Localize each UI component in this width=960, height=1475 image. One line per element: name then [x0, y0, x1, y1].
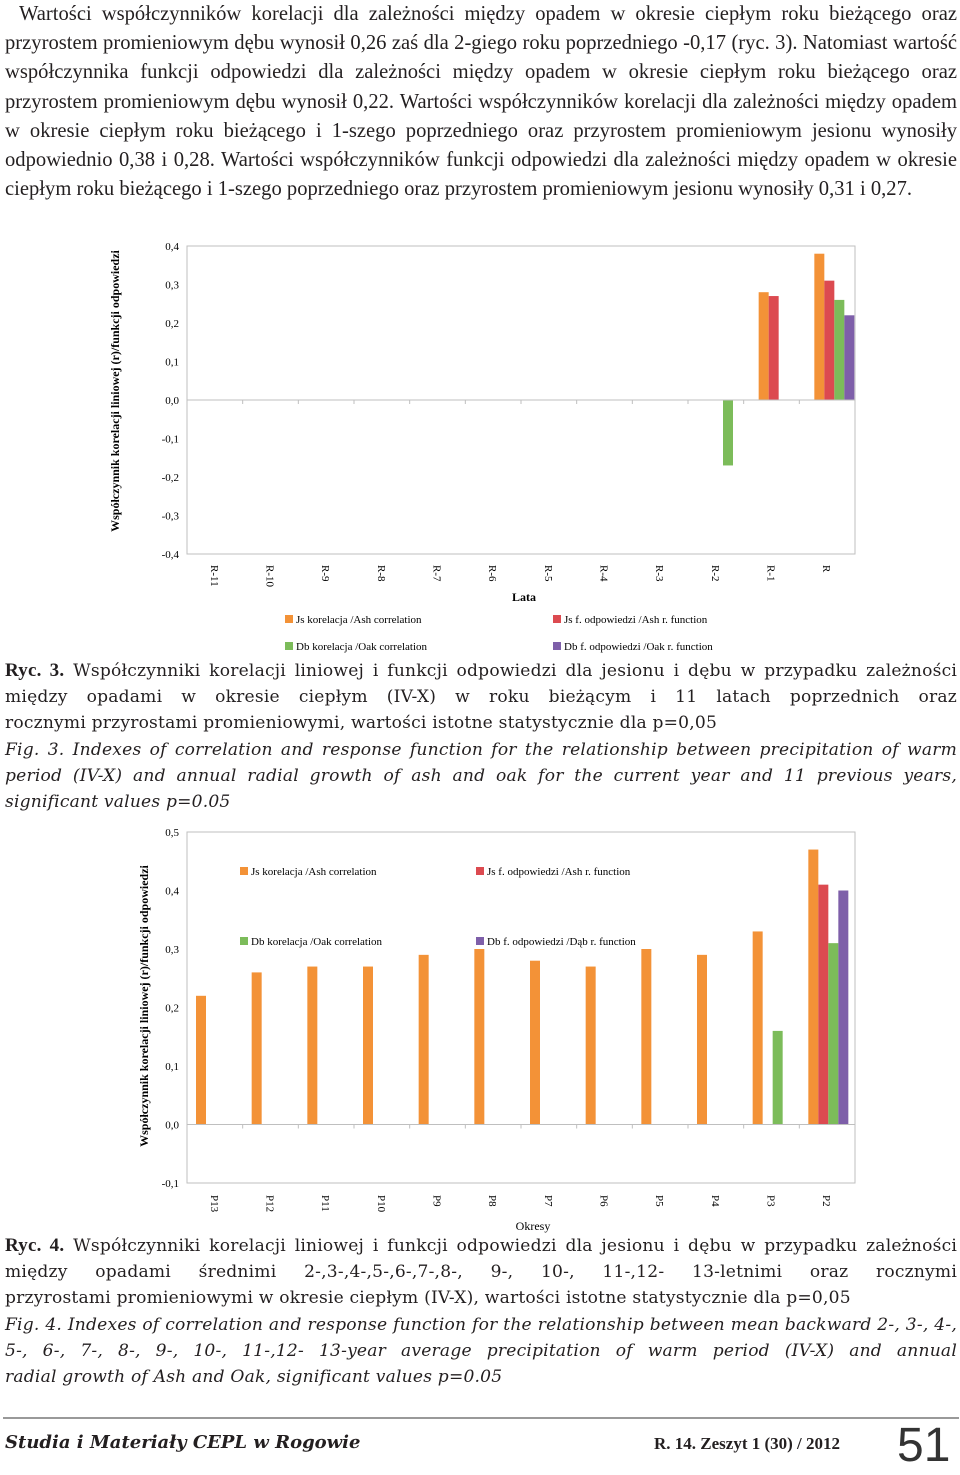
- y-tick-label: 0,2: [165, 1002, 179, 1015]
- bar: [844, 315, 854, 400]
- legend-swatch: [476, 867, 484, 875]
- figure-3-caption-en: [5, 737, 957, 815]
- bar: [697, 955, 707, 1125]
- y-tick-label: -0,4: [161, 549, 179, 561]
- x-tick-label: R-10: [263, 565, 276, 587]
- figure-4-caption-en: [5, 1312, 957, 1390]
- bar: [419, 955, 429, 1125]
- bar: [773, 1031, 783, 1125]
- figure-4-text-pl-last: przyrostami promieniowymi w okresie ciepłym (IV-X), wartości istotne statystycznie dla p=0,05: [5, 1288, 851, 1308]
- legend-swatch: [285, 615, 293, 623]
- legend-label: Db korelacja /Oak correlation: [296, 641, 428, 653]
- bar: [723, 400, 733, 465]
- x-tick-label: P11: [319, 1195, 332, 1212]
- x-tick-label: P6: [597, 1195, 610, 1207]
- figure-3-caption-pl: [5, 658, 957, 736]
- bar: [586, 967, 596, 1125]
- x-axis-label: Okresy: [515, 1219, 551, 1233]
- figure-3-text-en: Fig. 3. Indexes of correlation and response function for the relationship between precipitation of warm period (IV-X) and annual radial growth of ash and oak for the current year and 11 previous years,: [5, 740, 957, 786]
- y-tick-label: -0,2: [161, 472, 179, 484]
- figure-3-text-pl: Współczynniki korelacji liniowej i funkcji odpowiedzi dla jesionu i dębu w przypadku zależności między opadami w okresie ciepłym (IV-X) w roku bieżącym i 11 latach poprzednich oraz: [5, 661, 958, 707]
- figure-3-text-en-last: significant values p=0.05: [5, 792, 231, 812]
- x-tick-label: P4: [708, 1195, 721, 1207]
- legend-label: Js f. odpowiedzi /Ash r. function: [487, 866, 631, 878]
- legend-label: Js f. odpowiedzi /Ash r. function: [564, 614, 708, 626]
- legend-label: Js korelacja /Ash correlation: [251, 866, 377, 878]
- bar: [808, 850, 818, 1125]
- bar: [818, 885, 828, 1125]
- issue-info: R. 14. Zeszyt 1 (30) / 2012: [654, 1434, 841, 1453]
- figure-4-chart: [0, 820, 960, 1240]
- figure-4-text-en-last: radial growth of Ash and Oak, significant values p=0.05: [5, 1367, 503, 1387]
- x-tick-label: R-4: [597, 565, 610, 582]
- legend-swatch: [476, 937, 484, 945]
- x-tick-label: R-9: [319, 565, 332, 582]
- page-number: 51: [897, 1419, 951, 1472]
- y-tick-label: 0,0: [165, 395, 179, 407]
- bar: [641, 949, 651, 1125]
- legend-swatch: [285, 642, 293, 650]
- bar: [363, 967, 373, 1125]
- x-tick-label: P8: [486, 1195, 499, 1207]
- figure-4-caption-pl: [5, 1233, 957, 1311]
- y-tick-label: 0,4: [165, 241, 179, 253]
- legend-swatch: [553, 615, 561, 623]
- legend-label: Js korelacja /Ash correlation: [296, 614, 422, 626]
- figure-4-label: Ryc. 4.: [5, 1235, 65, 1256]
- y-tick-label: 0,3: [165, 279, 179, 292]
- y-tick-label: -0,3: [161, 510, 179, 523]
- x-tick-label: R-3: [653, 565, 666, 582]
- x-tick-label: P9: [430, 1195, 443, 1207]
- x-tick-label: R-2: [708, 565, 721, 582]
- bar: [824, 281, 834, 400]
- bar: [838, 891, 848, 1125]
- legend-swatch: [240, 867, 248, 875]
- legend-label: Db korelacja /Oak correlation: [251, 936, 383, 948]
- legend-swatch: [240, 937, 248, 945]
- legend-label: Db f. odpowiedzi /Oak r. function: [564, 641, 713, 653]
- y-axis-label: Współczynnik korelacji liniowej (r)/funkcji odpowiedzi: [108, 250, 122, 532]
- x-tick-label: R-6: [486, 565, 499, 582]
- legend-label: Db f. odpowiedzi /Dąb r. function: [487, 936, 636, 948]
- x-tick-label: R-1: [764, 565, 777, 582]
- body-paragraph: Wartości współczynników korelacji dla zależności między opadem w okresie ciepłym roku bieżącego oraz przyrostem promieniowym dębu wynosił 0,26 zaś dla 2-giego roku poprzedniego -0,17 (ryc. 3). Natomiast wartość współczynnika funkcji odpowiedzi dla zależności między opadem w okresie ciepłym roku bieżącego oraz przyrostem promieniowym dębu wynosił 0,22. Wartości współczynników korelacji dla zależności między opadem w okresie ciepłym roku bieżącego i 1-szego poprzedniego oraz przyrostem promieniowym jesionu wynosiły odpowiednio 0,38 i 0,28. Wartości współczynników funkcji odpowiedzi dla zależności między opadem w okresie ciepłym roku bieżącego i 1-szego poprzedniego oraz przyrostem promieniowym jesionu wynosiły 0,31 i 0,27.: [5, 3, 957, 201]
- x-tick-label: R-8: [374, 565, 387, 582]
- bar: [759, 292, 769, 400]
- y-tick-label: 0,4: [165, 885, 179, 898]
- y-tick-label: 0,0: [165, 1119, 179, 1132]
- bar: [252, 972, 262, 1124]
- x-tick-label: P13: [207, 1195, 220, 1213]
- y-axis-label: Współczynnik korelacji liniowej (r)/funkcji odpowiedzi: [137, 865, 151, 1147]
- y-tick-label: 0,2: [165, 318, 179, 330]
- figure-3-label: Ryc. 3.: [5, 660, 65, 681]
- x-tick-label: P5: [653, 1195, 666, 1207]
- x-tick-label: P12: [263, 1195, 276, 1213]
- x-axis-label: Lata: [512, 590, 536, 604]
- x-tick-label: R-11: [207, 565, 220, 587]
- bar: [530, 961, 540, 1125]
- bar: [814, 254, 824, 400]
- footer-divider: [3, 1417, 959, 1419]
- x-tick-label: P2: [820, 1195, 833, 1207]
- y-tick-label: -0,1: [161, 1178, 179, 1190]
- x-tick-label: P7: [541, 1195, 554, 1207]
- figure-3-chart: [0, 234, 960, 656]
- x-tick-label: P3: [764, 1195, 777, 1207]
- bar: [828, 943, 838, 1124]
- journal-title: Studia i Materiały CEPL w Rogowie: [5, 1432, 361, 1453]
- bar: [307, 967, 317, 1125]
- x-tick-label: R-5: [541, 565, 554, 582]
- x-tick-label: P10: [374, 1195, 387, 1213]
- y-tick-label: -0,1: [161, 433, 179, 446]
- bar: [753, 931, 763, 1124]
- figure-4-text-pl: Współczynniki korelacji liniowej i funkcji odpowiedzi dla jesionu i dębu w przypadku zależności między opadami średnimi 2-,3-,4-,5-,6-,7-,8-, 9-, 10-, 11-,12- 13-letnimi oraz rocznymi: [5, 1236, 958, 1282]
- y-tick-label: 0,1: [165, 356, 179, 369]
- figure-4-text-en: Fig. 4. Indexes of correlation and response function for the relationship between mean backward 2-, 3-, 4-, 5-, 6-, 7-, 8-, 9-, 10-, 11-,12- 13-year average precipitation of warm period (IV-X) and annual: [5, 1315, 957, 1361]
- y-tick-label: 0,5: [165, 827, 179, 839]
- bar: [834, 300, 844, 400]
- figure-3-text-pl-last: rocznymi przyrostami promieniowymi, wartości istotne statystycznie dla p=0,05: [5, 713, 718, 733]
- y-tick-label: 0,1: [165, 1061, 179, 1073]
- x-tick-label: R: [820, 565, 833, 573]
- legend-swatch: [553, 642, 561, 650]
- bar: [196, 996, 206, 1125]
- y-tick-label: 0,3: [165, 944, 179, 956]
- x-tick-label: R-7: [430, 565, 443, 582]
- bar: [769, 296, 779, 400]
- bar: [474, 949, 484, 1125]
